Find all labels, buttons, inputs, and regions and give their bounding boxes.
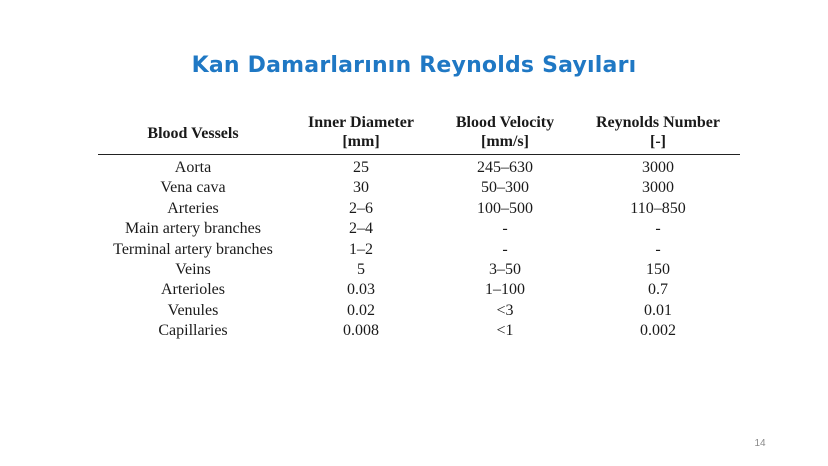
blood-velocity: 100–500: [477, 199, 533, 217]
reynolds-number: 150: [646, 260, 670, 278]
vessel-name: Veins: [175, 260, 211, 278]
header-label: Blood Vessels: [147, 125, 239, 142]
header-label: Blood Velocity: [455, 114, 555, 131]
blood-velocity: -: [502, 240, 508, 258]
reynolds-number: 3000: [642, 159, 674, 176]
table-body: [98, 155, 740, 342]
header-inner-diameter: [288, 113, 434, 154]
blood-velocity: 245–630: [477, 159, 533, 176]
inner-diameter: 0.008: [343, 322, 379, 340]
inner-diameter: 5: [357, 260, 365, 278]
header-blood-velocity: [434, 113, 576, 154]
reynolds-number: 110–850: [630, 199, 686, 217]
table-header: [98, 113, 740, 155]
inner-diameter: 30: [353, 179, 369, 197]
inner-diameter: 2–6: [349, 199, 373, 217]
header-unit: [-]: [650, 133, 666, 150]
header-blood-vessels: [98, 113, 288, 154]
reynolds-number: 3000: [642, 179, 674, 197]
slide-title: Kan Damarlarının Reynolds Sayıları: [191, 53, 637, 78]
table-row: [98, 178, 740, 198]
blood-velocity: 3–50: [489, 260, 521, 278]
vessel-name: Vena cava: [160, 179, 226, 197]
table-row: [98, 301, 740, 321]
table-row: [98, 321, 740, 341]
header-unit: [mm]: [342, 133, 380, 150]
table-row: [98, 219, 740, 239]
blood-velocity: -: [502, 220, 508, 238]
table-row: [98, 240, 740, 260]
reynolds-number: -: [655, 240, 661, 258]
blood-velocity: <1: [496, 322, 514, 340]
blood-velocity: <3: [496, 301, 514, 319]
inner-diameter: 2–4: [349, 220, 373, 238]
blood-velocity: 50–300: [481, 179, 529, 197]
table-row: [98, 260, 740, 280]
vessel-name: Aorta: [174, 159, 212, 176]
table-row: [98, 158, 740, 178]
reynolds-table: [98, 113, 740, 342]
reynolds-number: 0.01: [644, 301, 672, 319]
header-unit: [mm/s]: [481, 133, 529, 150]
inner-diameter: 0.03: [347, 281, 375, 299]
reynolds-number: -: [655, 220, 661, 238]
header-label: Inner Diameter: [308, 114, 414, 131]
inner-diameter: 0.02: [347, 301, 375, 319]
blood-velocity: 1–100: [485, 281, 525, 299]
inner-diameter: 1–2: [349, 240, 373, 258]
vessel-name: Capillaries: [158, 322, 228, 340]
inner-diameter: 25: [353, 159, 369, 176]
table-row: [98, 280, 740, 300]
page-number: 14: [754, 438, 766, 449]
table-row: [98, 199, 740, 219]
reynolds-number: 0.002: [640, 322, 676, 340]
header-label: Reynolds Number: [595, 114, 720, 131]
vessel-name: Venules: [167, 301, 219, 319]
vessel-name: Terminal artery branches: [113, 240, 273, 258]
header-reynolds-number: [576, 113, 740, 154]
vessel-name: Arterioles: [161, 281, 225, 299]
reynolds-number: 0.7: [648, 281, 668, 299]
vessel-name: Arteries: [167, 199, 219, 217]
vessel-name: Main artery branches: [125, 220, 261, 238]
